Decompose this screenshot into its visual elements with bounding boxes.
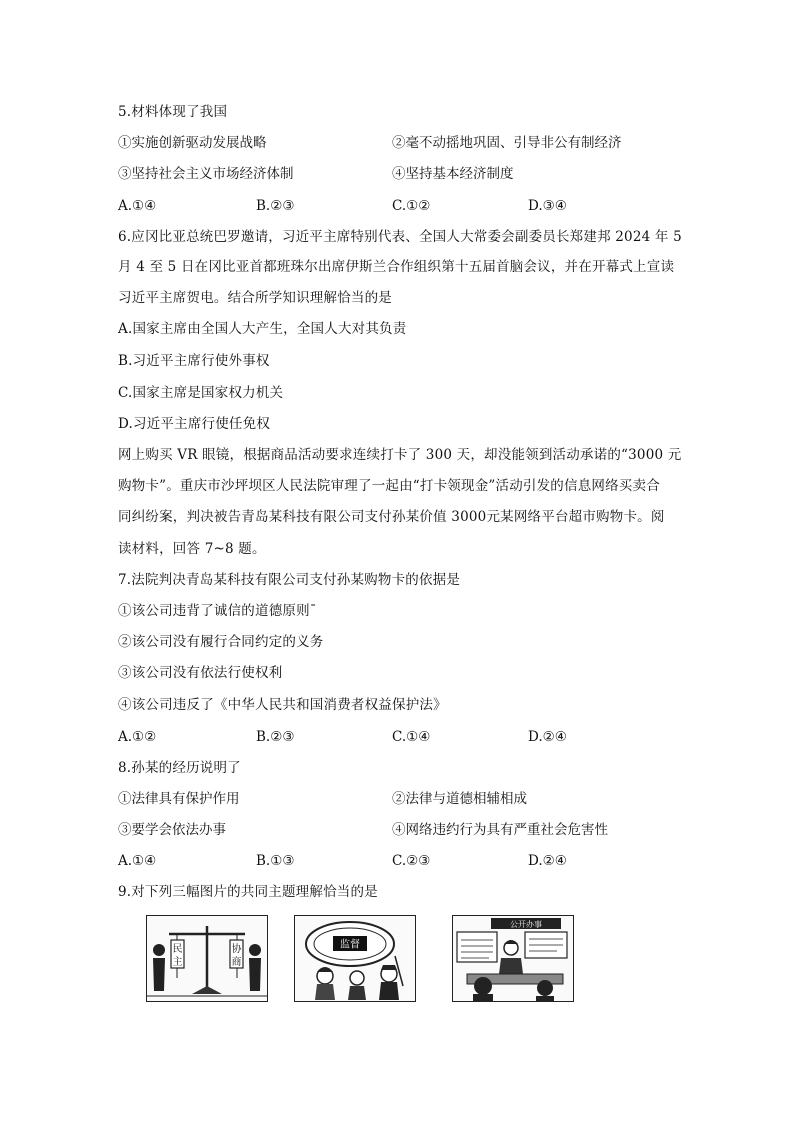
q9-stem: 9.对下列三幅图片的共同主题理解恰当的是 — [118, 884, 378, 900]
q5-option-b: B.②③ — [256, 198, 295, 214]
q5-item-2: ②毫不动摇地巩固、引导非公有制经济 — [392, 135, 622, 151]
material-line: 购物卡”。重庆市沙坪坝区人民法院审理了一起由“打卡领现金”活动引发的信息网络买卖合 — [118, 478, 660, 494]
q8-item-2: ②法律与道德相辅相成 — [392, 791, 527, 807]
q7-item-2: ②该公司没有履行合同约定的义务 — [118, 634, 324, 650]
q8-item-1: ①法律具有保护作用 — [118, 791, 240, 807]
q5-stem: 5.材料体现了我国 — [118, 104, 228, 120]
scale-left-sign-char: 主 — [172, 957, 183, 968]
q5-option-c: C.①② — [392, 198, 431, 214]
q8-option-d: D.②④ — [528, 853, 567, 869]
q6-option-c: C.国家主席是国家权力机关 — [118, 385, 284, 401]
q5-item-1: ①实施创新驱动发展战略 — [118, 135, 267, 151]
q8-option-a: A.①④ — [118, 853, 157, 869]
material-line: 读材料，回答 7~8 题。 — [118, 541, 266, 557]
scale-left-sign-char: 民 — [172, 944, 183, 955]
q8-option-c: C.②③ — [392, 853, 431, 869]
cartoon-supervision-image — [294, 915, 416, 1002]
q8-stem: 8.孙某的经历说明了 — [118, 760, 241, 776]
q6-option-a: A.国家主席由全国人大产生，全国人大对其负责 — [118, 321, 407, 337]
material-line: 同纠纷案，判决被告青岛某科技有限公司支付孙某价值 3000元某网络平台超市购物卡。阅 — [118, 509, 665, 525]
q7-item-1: ①该公司违背了诚信的道德原则ˉ — [118, 603, 317, 619]
q7-item-4: ④该公司违反了《中华人民共和国消费者权益保护法》 — [118, 697, 447, 713]
q7-option-c: C.①④ — [392, 729, 431, 745]
plate-text: 监督 — [340, 939, 360, 951]
q6-stem-line: 习近平主席贺电。结合所学知识理解恰当的是 — [118, 290, 392, 306]
q6-option-b: B.习近平主席行使外事权 — [118, 353, 270, 369]
q7-item-3: ③该公司没有依法行使权利 — [118, 665, 283, 681]
q5-item-4: ④坚持基本经济制度 — [392, 166, 514, 182]
q5-option-a: A.①④ — [118, 198, 157, 214]
cartoon-open-affairs-image — [452, 915, 574, 1002]
q5-option-d: D.③④ — [528, 198, 567, 214]
q8-item-3: ③要学会依法办事 — [118, 822, 226, 838]
cartoon-scales-image — [146, 915, 268, 1002]
scale-right-sign-char: 商 — [231, 957, 242, 968]
material-line: 网上购买 VR 眼镜，根据商品活动要求连续打卡了 300 天，却没能领到活动承诺的“3000 元 — [118, 447, 682, 463]
q5-item-3: ③坚持社会主义市场经济体制 — [118, 166, 294, 182]
q8-item-4: ④网络违约行为具有严重社会危害性 — [392, 822, 608, 838]
q6-stem-line: 6.应冈比亚总统巴罗邀请，习近平主席特别代表、全国人大常委会副委员长郑建邦 2024 年 5 — [118, 229, 682, 245]
q6-stem-line: 月 4 至 5 日在冈比亚首都班珠尔出席伊斯兰合作组织第十五届首脑会议，并在开幕式上宣读 — [118, 259, 675, 275]
q7-option-a: A.①② — [118, 729, 157, 745]
q7-option-b: B.②③ — [256, 729, 295, 745]
scale-right-sign-char: 协 — [231, 944, 242, 955]
q8-option-b: B.①③ — [256, 853, 295, 869]
banner-text: 公开办事 — [510, 920, 542, 929]
q7-option-d: D.②④ — [528, 729, 567, 745]
q7-stem: 7.法院判决青岛某科技有限公司支付孙某购物卡的依据是 — [118, 572, 461, 588]
q6-option-d: D.习近平主席行使任免权 — [118, 416, 271, 432]
